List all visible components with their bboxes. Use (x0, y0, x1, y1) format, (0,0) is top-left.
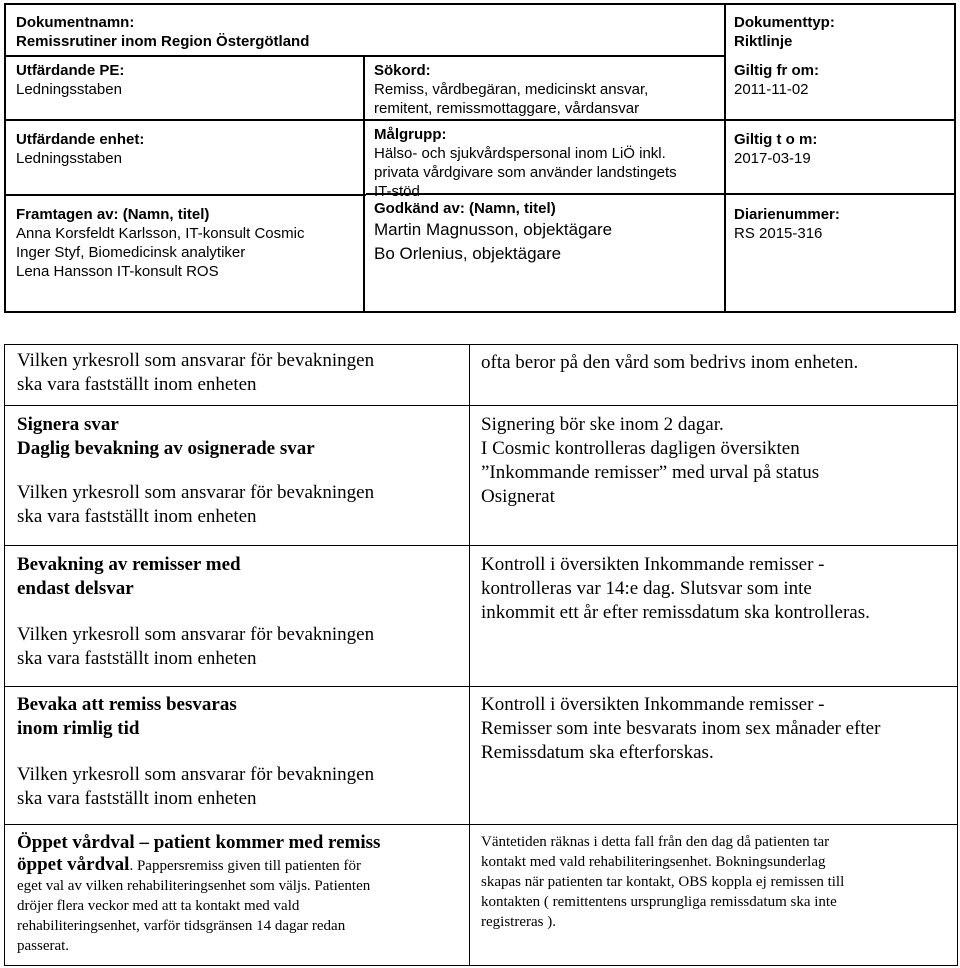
table-row-right (473, 413, 957, 509)
responsibility-text: Vilken yrkesroll som ansvarar för bevakningen (17, 764, 375, 785)
doc-name-label: Dokumentnamn: (16, 14, 135, 31)
issuer-unit: Ledningsstaben (16, 150, 122, 167)
keywords-line: Remiss, vårdbegäran, medicinskt ansvar, (374, 81, 649, 98)
routine-text: inkommit ett år efter remissdatum ska kontrolleras. (481, 602, 870, 623)
prepared-by-person: Lena Hansson IT-konsult ROS (16, 263, 219, 280)
routine-text: Signering bör ske inom 2 dagar. (481, 414, 724, 435)
target-group-cell (368, 123, 722, 203)
prepared-by-person: Anna Korsfeldt Karlsson, IT-konsult Cosmic (16, 225, 305, 242)
row-divider (5, 686, 957, 687)
approved-by-cell (368, 197, 722, 268)
doc-type-cell (728, 11, 952, 53)
routine-table (4, 344, 958, 966)
responsibility-text: dröjer flera veckor med att ta kontakt med vald (17, 898, 300, 914)
approved-by-label: Godkänd av: (Namn, titel) (374, 200, 556, 217)
diary-number: RS 2015-316 (734, 225, 823, 242)
valid-to: 2017-03-19 (734, 150, 811, 167)
routine-text: Remisser som inte besvarats inom sex månader efter (481, 718, 881, 739)
issuer-pe-label: Utfärdande PE: (16, 62, 125, 79)
diary-label: Diarienummer: (734, 206, 840, 223)
responsibility-text (17, 855, 459, 876)
doc-name-cell (10, 11, 362, 53)
valid-from: 2011-11-02 (734, 81, 809, 98)
divider (724, 5, 726, 311)
target-group-line: privata vårdgivare som använder landstingets (374, 164, 677, 181)
routine-text: registreras ). (481, 914, 556, 930)
target-group-line: Hälso- och sjukvårdspersonal inom LiÖ inkl. (374, 145, 666, 162)
responsibility-text: Vilken yrkesroll som ansvarar för bevakningen (17, 350, 375, 371)
row-divider (5, 824, 957, 825)
doc-type: Riktlinje (734, 33, 793, 50)
valid-to-label: Giltig t o m: (734, 131, 818, 148)
valid-from-cell (728, 59, 952, 101)
row-heading: inom rimlig tid (17, 718, 140, 739)
responsibility-text: ska vara fastställt inom enheten (17, 374, 257, 395)
document-header (4, 3, 956, 313)
approved-by-person: Martin Magnusson, objektägare (374, 220, 613, 239)
row-heading: endast delsvar (17, 578, 134, 599)
routine-text: I Cosmic kontrolleras dagligen översikten (481, 438, 800, 459)
diary-cell (728, 203, 952, 245)
responsibility-text: rehabiliteringsenhet, varför tidsgränsen 14 dagar redan (17, 918, 346, 934)
table-row-left (9, 349, 465, 397)
routine-text: Osignerat (481, 486, 555, 507)
table-row-left (9, 693, 465, 811)
row-divider (5, 405, 957, 406)
routine-text: kontrolleras var 14:e dag. Slutsvar som inte (481, 578, 812, 599)
doc-name: Remissrutiner inom Region Östergötland (16, 33, 310, 50)
responsibility-text: eget val av vilken rehabiliteringsenhet som väljs. Patienten (17, 878, 371, 894)
responsibility-text: ska vara fastställt inom enheten (17, 648, 257, 669)
prepared-by-person: Inger Styf, Biomedicinsk analytiker (16, 244, 246, 261)
table-row-left (9, 831, 467, 956)
row-heading: Bevakning av remisser med (17, 554, 241, 575)
table-row-right (473, 351, 957, 375)
valid-to-cell (728, 128, 952, 170)
table-row-left (9, 553, 465, 671)
table-row-right (473, 693, 957, 765)
responsibility-text: ska vara fastställt inom enheten (17, 506, 257, 527)
routine-text: kontakten ( remittentens ursprungliga remissdatum ska inte (481, 894, 837, 910)
prepared-by-label: Framtagen av: (Namn, titel) (16, 206, 210, 223)
routine-text: skapas när patienten tar kontakt, OBS koppla ej remissen till (481, 874, 845, 890)
target-group-line: IT-stöd (374, 183, 420, 200)
row-heading: Bevaka att remiss besvaras (17, 694, 237, 715)
table-row-left (9, 413, 465, 529)
row-heading: Öppet vårdval – patient kommer med remiss (17, 832, 381, 853)
responsibility-text: ska vara fastställt inom enheten (17, 788, 257, 809)
responsibility-text: Vilken yrkesroll som ansvarar för bevakningen (17, 624, 375, 645)
divider (363, 55, 365, 311)
issuer-unit-label: Utfärdande enhet: (16, 131, 145, 148)
routine-text: kontakt med vald rehabiliteringsenhet. Bokningsunderlag (481, 854, 826, 870)
row-heading: Signera svar (17, 414, 119, 435)
routine-text: Kontroll i översikten Inkommande remisser - (481, 694, 825, 715)
valid-from-label: Giltig fr om: (734, 62, 819, 79)
keywords-line: remitent, remissmottaggare, vårdansvar (374, 100, 640, 117)
keywords-cell (368, 59, 722, 120)
approved-by-person: Bo Orlenius, objektägare (374, 244, 562, 263)
keywords-label: Sökord: (374, 62, 431, 79)
doc-type-label: Dokumenttyp: (734, 14, 835, 31)
responsibility-text: Vilken yrkesroll som ansvarar för bevakningen (17, 482, 375, 503)
divider (6, 194, 366, 196)
row-heading: Daglig bevakning av osignerade svar (17, 438, 315, 459)
responsibility-text: passerat. (17, 938, 70, 954)
issuer-pe-cell (10, 59, 360, 101)
table-row-right (473, 553, 957, 625)
divider (726, 193, 954, 195)
prepared-by-cell (10, 203, 362, 283)
routine-text: Remissdatum ska efterforskas. (481, 742, 714, 763)
target-group-label: Målgrupp: (374, 126, 447, 143)
responsibility-text-part: . Pappersremiss given till patienten för (129, 858, 362, 874)
column-divider (469, 345, 470, 965)
divider (6, 55, 726, 57)
routine-text: Kontroll i översikten Inkommande remisser - (481, 554, 825, 575)
row-divider (5, 545, 957, 546)
table-row-right (473, 832, 957, 932)
issuer-pe: Ledningsstaben (16, 81, 122, 98)
row-heading-continued: öppet vårdval (17, 854, 130, 875)
routine-text: ”Inkommande remisser” med urval på status (481, 462, 820, 483)
issuer-unit-cell (10, 128, 360, 170)
routine-text: Väntetiden räknas i detta fall från den dag då patienten tar (481, 834, 830, 850)
routine-text: ofta beror på den vård som bedrivs inom enheten. (481, 352, 859, 373)
